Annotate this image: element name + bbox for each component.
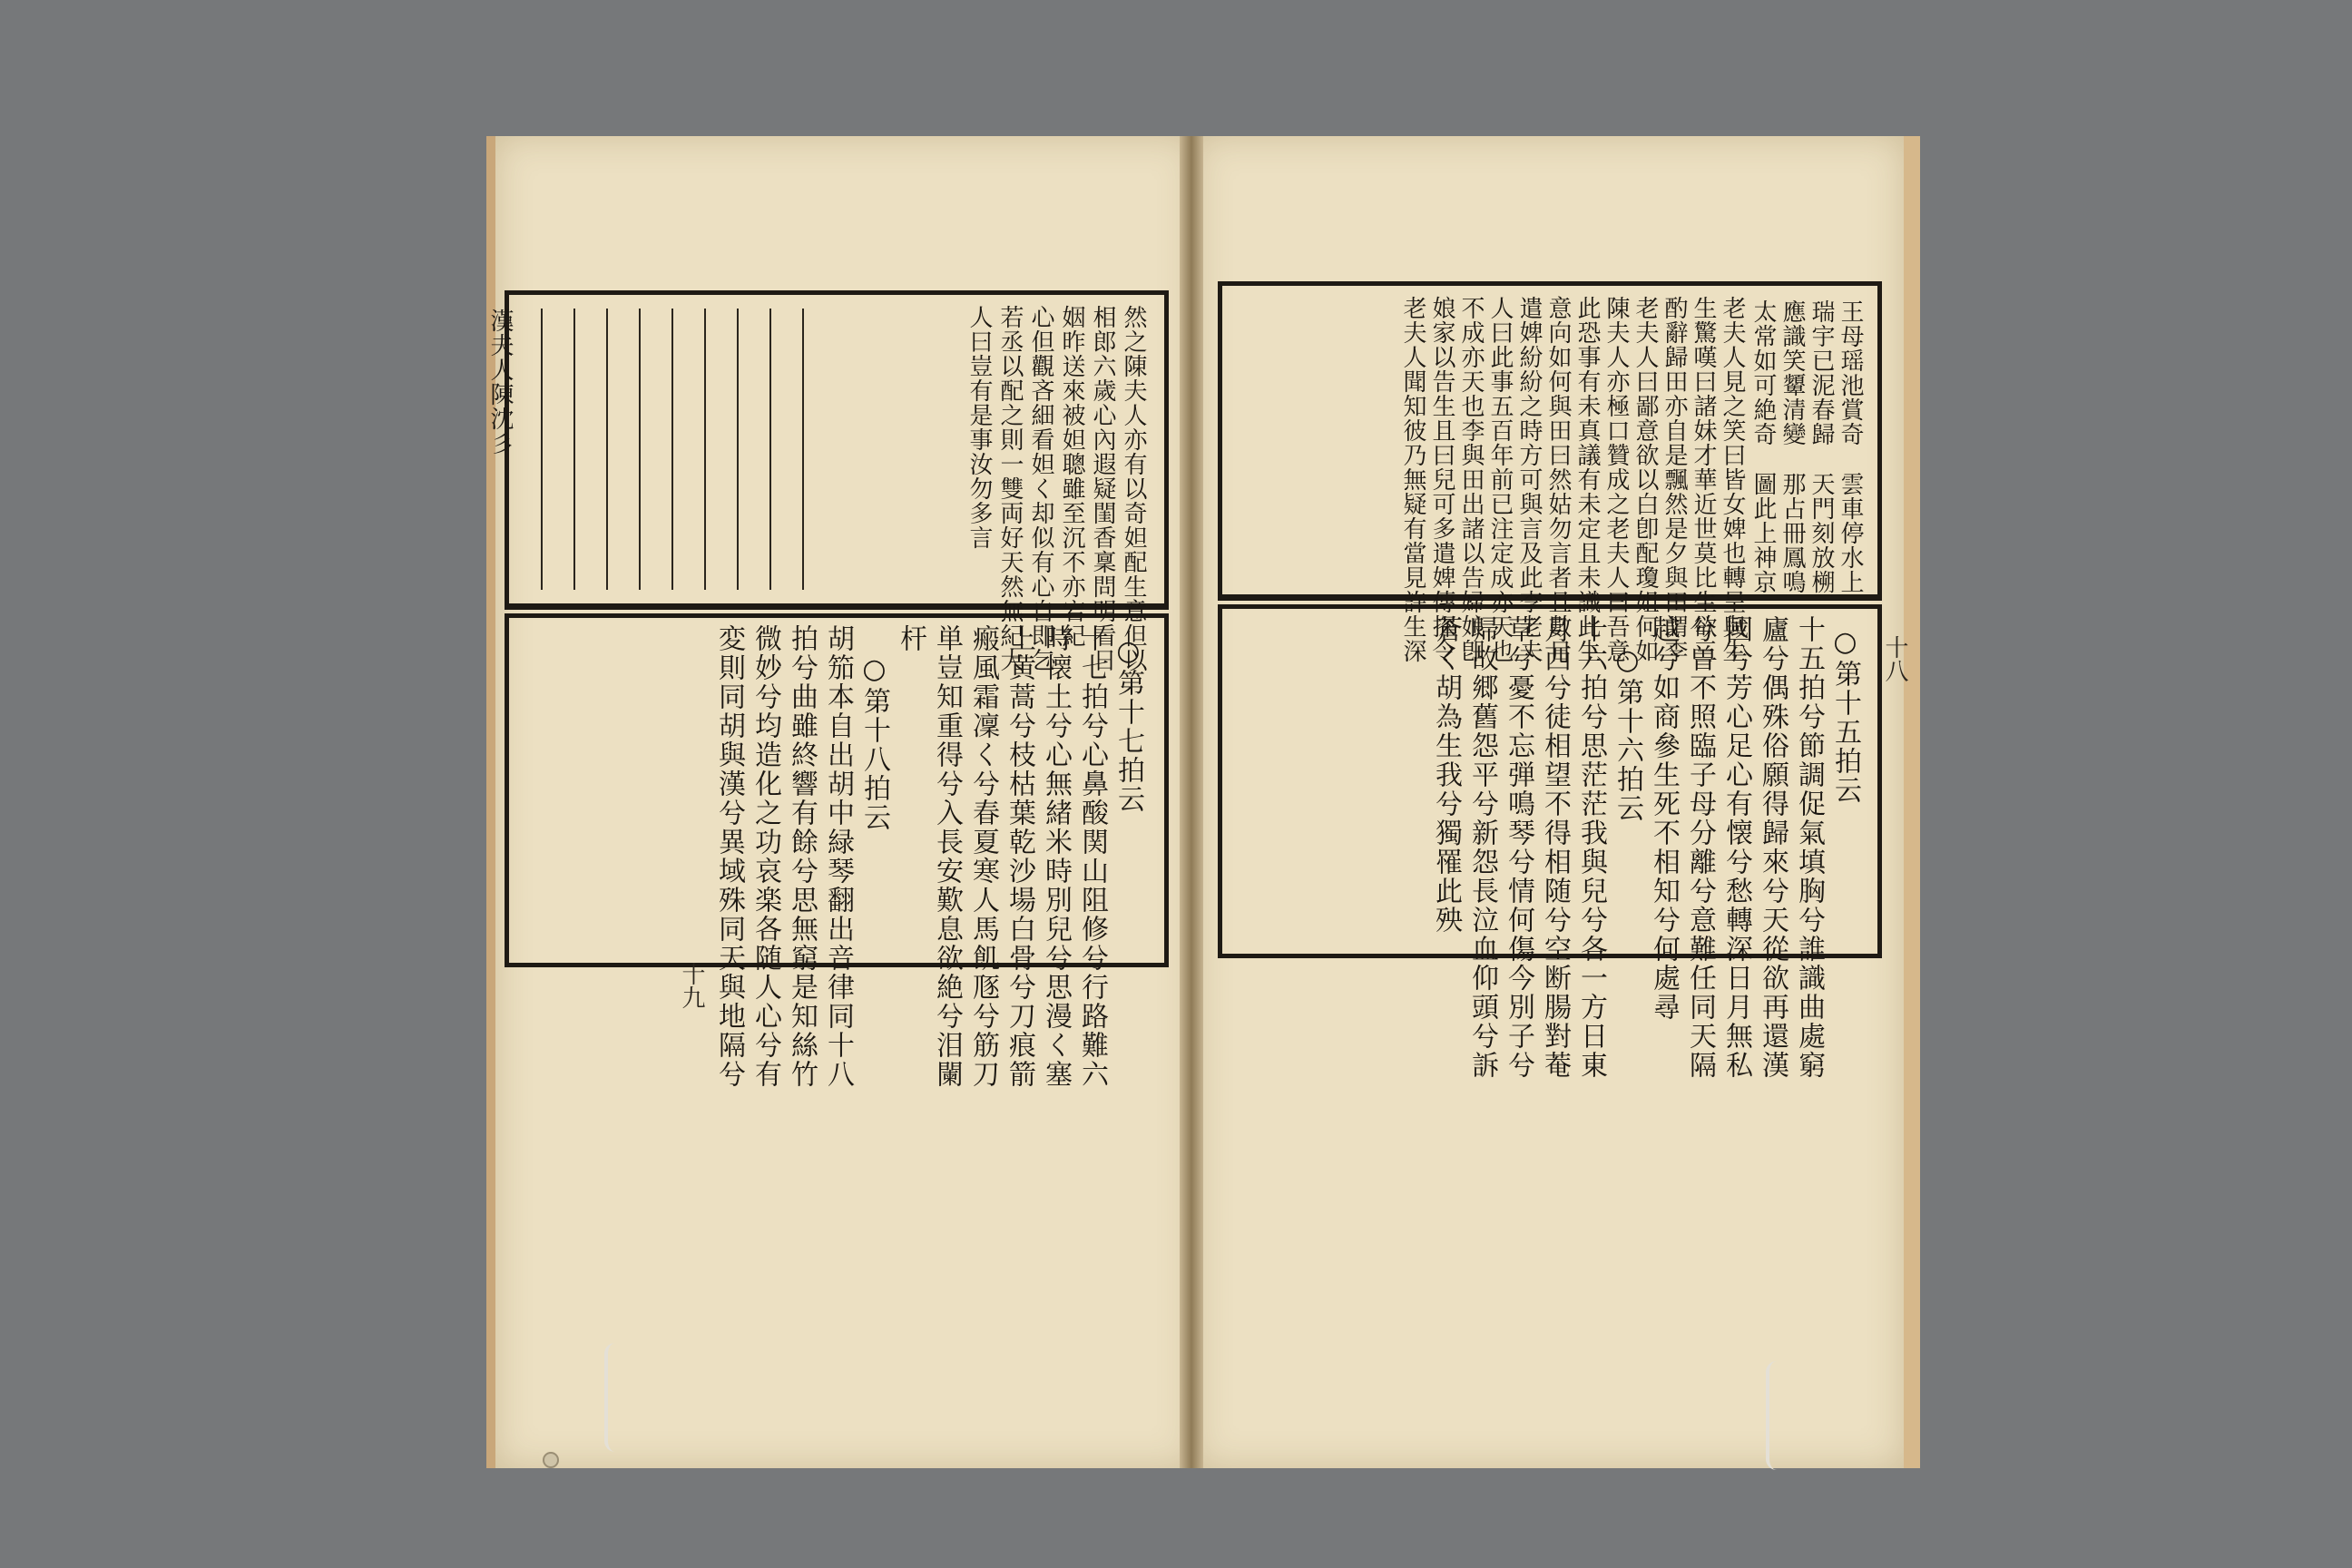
text-column: 姻昨送來被妲聰雖至沉不亦宕紀 xyxy=(1058,305,1085,648)
text-column: 酌辭歸田亦自是飄然是夕與田謂李 xyxy=(1661,296,1688,663)
text-column: 拍兮曲雖終響有餘兮思無窮是知絲竹 xyxy=(786,624,818,1089)
left-margin-label: 漢夫人陳沈彡 xyxy=(486,309,514,456)
text-column: 人曰豈有是事汝勿多言 xyxy=(965,305,993,550)
text-column: 心但觀吝細看妲く却似有心自即乞 xyxy=(1027,305,1054,672)
text-column: 意向如何與田曰然姑勿言者且數日 xyxy=(1544,296,1572,663)
text-column: 相郎六歲心內遐疑閨香稟問明看日 xyxy=(1089,305,1116,672)
left-folio: 十九 xyxy=(678,962,705,1009)
text-column: 越兮如商參生死不相知兮何處尋 xyxy=(1648,615,1680,1022)
text-column: 此恐事有未真議有未定且未識此生 xyxy=(1573,296,1601,663)
text-column: 草兮憂不忘弾鳴琴兮情何傷今別子兮 xyxy=(1503,615,1534,1080)
text-column: 上黄蒿兮枝枯葉乾沙場白骨兮刀痕箭 xyxy=(1004,624,1035,1089)
text-column: 生驚嘆曰諸妹才華近世莫比生欲三 xyxy=(1690,296,1717,663)
text-column: 娘家以告生且曰兒可多遣婢傳探令 xyxy=(1428,296,1455,663)
rule-line xyxy=(573,309,575,590)
text-column: 人曰此事五百年前已注定成亦天也 xyxy=(1486,296,1514,663)
poem-line: 天門刻放㮶 xyxy=(1808,472,1835,594)
binding-thread xyxy=(1766,1361,1791,1470)
text-column: 老夫人見之笑曰皆女婢也轉呈與生 xyxy=(1719,296,1746,663)
rule-line xyxy=(671,309,673,590)
binding-thread xyxy=(604,1343,630,1452)
text-column: 廬兮偶殊俗願得歸來兮天從欲再還漢 xyxy=(1757,615,1788,1080)
text-column: 兮曽不照臨子母分離兮意難任同天隔 xyxy=(1684,615,1716,1080)
poem-line: 王母瑶池賞奇 xyxy=(1837,299,1864,446)
right-folio: 十八 xyxy=(1881,635,1908,682)
text-column: 帰故郷舊怨平兮新怨長泣血仰頭兮訴 xyxy=(1466,615,1498,1080)
book-gutter xyxy=(1180,136,1203,1468)
binding-hole xyxy=(543,1452,559,1468)
poem-line: 應識笑顰清變 xyxy=(1779,299,1806,446)
text-column: 遣婢紛紛之時方可與言及此李老夫 xyxy=(1515,296,1543,663)
section-heading: ○第十八拍云 xyxy=(858,653,890,832)
poem-line: 圖此上神京 xyxy=(1749,472,1777,594)
rule-line xyxy=(606,309,608,590)
rule-line xyxy=(541,309,543,590)
rule-line xyxy=(639,309,641,590)
text-column: 微妙兮均造化之功哀楽各随人心兮有 xyxy=(750,624,781,1089)
text-column: 老夫人聞知彼乃無疑有當見許生深 xyxy=(1399,296,1426,663)
text-column: 陳夫人亦極口贊成之老夫人曰吾意 xyxy=(1602,296,1630,663)
rule-line xyxy=(769,309,771,590)
text-column: 単豈知重得兮入長安歎息欲絶兮泪闌 xyxy=(931,624,963,1089)
text-column: 胡笳本自出胡中緑琴翻出音律同十八 xyxy=(822,624,854,1089)
rule-line xyxy=(704,309,706,590)
text-column: 瘢風霜凜く兮春夏寒人馬飢豗兮筋刀 xyxy=(967,624,999,1089)
text-column: 若丞以配之則一雙両好天然無紀大 xyxy=(996,305,1024,672)
text-column: 然之陳夫人亦有以奇妲配生意但以 xyxy=(1120,305,1147,672)
text-column: 十七拍兮心鼻酸関山阻修兮行路難六 xyxy=(1076,624,1108,1089)
text-column: 十六拍兮思茫茫我與兒兮各一方日東 xyxy=(1575,615,1607,1080)
poem-line: 太常如可絶奇 xyxy=(1749,299,1777,446)
section-heading: ○第十五拍云 xyxy=(1829,626,1861,805)
text-column: 老夫人曰鄙意欲以白卽配瓊姐何如 xyxy=(1632,296,1659,663)
poem-line: 瑞宇已泥春歸 xyxy=(1808,299,1835,446)
text-column: 國兮芳心足心有懐兮愁轉深日月無私 xyxy=(1720,615,1752,1080)
text-column: 時懐土兮心無緒米時別兒兮思漫く塞 xyxy=(1040,624,1072,1089)
text-column: 変則同胡與漢兮異域殊同天與地隔兮 xyxy=(713,624,745,1089)
text-column: 蒼く胡為生我兮獨罹此殃 xyxy=(1430,615,1462,935)
poem-line: 那占冊鳳鳴 xyxy=(1779,472,1806,594)
text-column: 月西兮徒相望不得相随兮空断腸對菴 xyxy=(1539,615,1571,1080)
rule-line xyxy=(737,309,739,590)
section-heading: ○第十六拍云 xyxy=(1612,644,1643,823)
section-heading: ○第十七拍云 xyxy=(1112,635,1144,814)
text-column: 十五拍兮節調促氣填胸兮誰識曲處窮 xyxy=(1793,615,1825,1080)
rule-line xyxy=(802,309,804,590)
poem-line: 雲車停水上 xyxy=(1837,472,1864,594)
open-book xyxy=(486,127,1911,1479)
text-column: 杆 xyxy=(895,624,926,653)
text-column: 不成亦天也李與田出諸以告婦娘卽 xyxy=(1457,296,1485,663)
